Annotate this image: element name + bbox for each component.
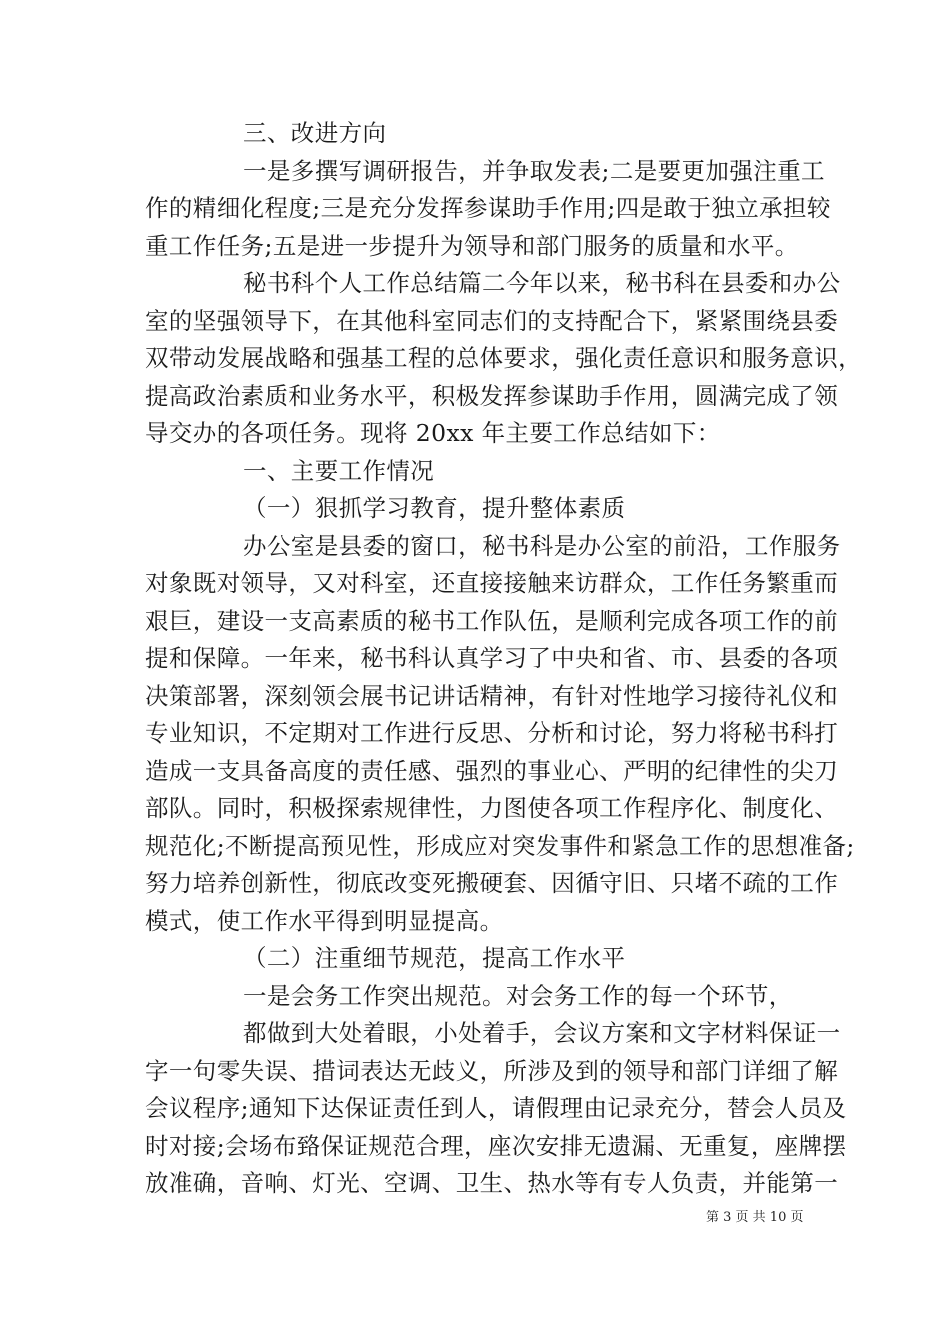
text-line: 字一句零失误、措词表达无歧义，所涉及到的领导和部门详细了解	[145, 1057, 839, 1085]
text-line: 三、改进方向	[243, 119, 387, 147]
text-line: 艰巨，建设一支高素质的秘书工作队伍，是顺利完成各项工作的前	[145, 607, 839, 635]
text-line: 造成一支具备高度的责任感、强烈的事业心、严明的纪律性的尖刀	[145, 757, 839, 785]
text-line: 提高政治素质和业务水平，积极发挥参谋助手作用，圆满完成了领	[145, 382, 839, 410]
subsection-heading: （一）狠抓学习教育，提升整体素质	[243, 494, 626, 522]
text-line: 重工作任务;五是进一步提升为领导和部门服务的质量和水平。	[145, 232, 799, 260]
text-line: 放准确，音响、灯光、空调、卫生、热水等有专人负责，并能第一	[145, 1169, 839, 1197]
text-line: 都做到大处着眼，小处着手，会议方案和文字材料保证一	[243, 1019, 841, 1047]
text-line: 对象既对领导，又对科室，还直接接触来访群众，工作任务繁重而	[145, 569, 839, 597]
text-line: 决策部署，深刻领会展书记讲话精神，有针对性地学习接待礼仪和	[145, 682, 839, 710]
section-heading: 一、主要工作情况	[243, 457, 435, 485]
text-line: 提和保障。一年来，秘书科认真学习了中央和省、市、县委的各项	[145, 644, 839, 672]
text-line: 部队。同时，积极探索规律性，力图使各项工作程序化、制度化、	[145, 794, 839, 822]
text-line: 秘书科个人工作总结篇二今年以来，秘书科在县委和办公	[243, 269, 841, 297]
subsection-heading: （二）注重细节规范，提高工作水平	[243, 944, 626, 972]
text-line: 一是会务工作突出规范。对会务工作的每一个环节，	[243, 982, 793, 1010]
text-line: 室的坚强领导下，在其他科室同志们的支持配合下，紧紧围绕县委	[145, 307, 839, 335]
text-line: 规范化;不断提高预见性，形成应对突发事件和紧急工作的思想准备;	[145, 832, 855, 860]
text-line: 会议程序;通知下达保证责任到人，请假理由记录充分，替会人员及	[145, 1094, 847, 1122]
text-line: 模式，使工作水平得到明显提高。	[145, 907, 504, 935]
page-number-footer: 第 3 页 共 10 页	[706, 1210, 804, 1225]
text-line: 时对接;会场布臵保证规范合理，座次安排无遗漏、无重复，座牌摆	[145, 1132, 847, 1160]
text-line: 努力培养创新性，彻底改变死搬硬套、因循守旧、只堵不疏的工作	[145, 869, 839, 897]
text-line: 导交办的各项任务。现将 20xx 年主要工作总结如下：	[145, 419, 721, 447]
text-line: 作的精细化程度;三是充分发挥参谋助手作用;四是敢于独立承担较	[145, 194, 831, 222]
text-line: 专业知识，不定期对工作进行反思、分析和讨论，努力将秘书科打	[145, 719, 839, 747]
text-line: 一是多撰写调研报告，并争取发表;二是要更加强注重工	[243, 157, 825, 185]
text-line: 双带动发展战略和强基工程的总体要求，强化责任意识和服务意识，	[145, 344, 862, 372]
text-line: 办公室是县委的窗口，秘书科是办公室的前沿，工作服务	[243, 532, 841, 560]
